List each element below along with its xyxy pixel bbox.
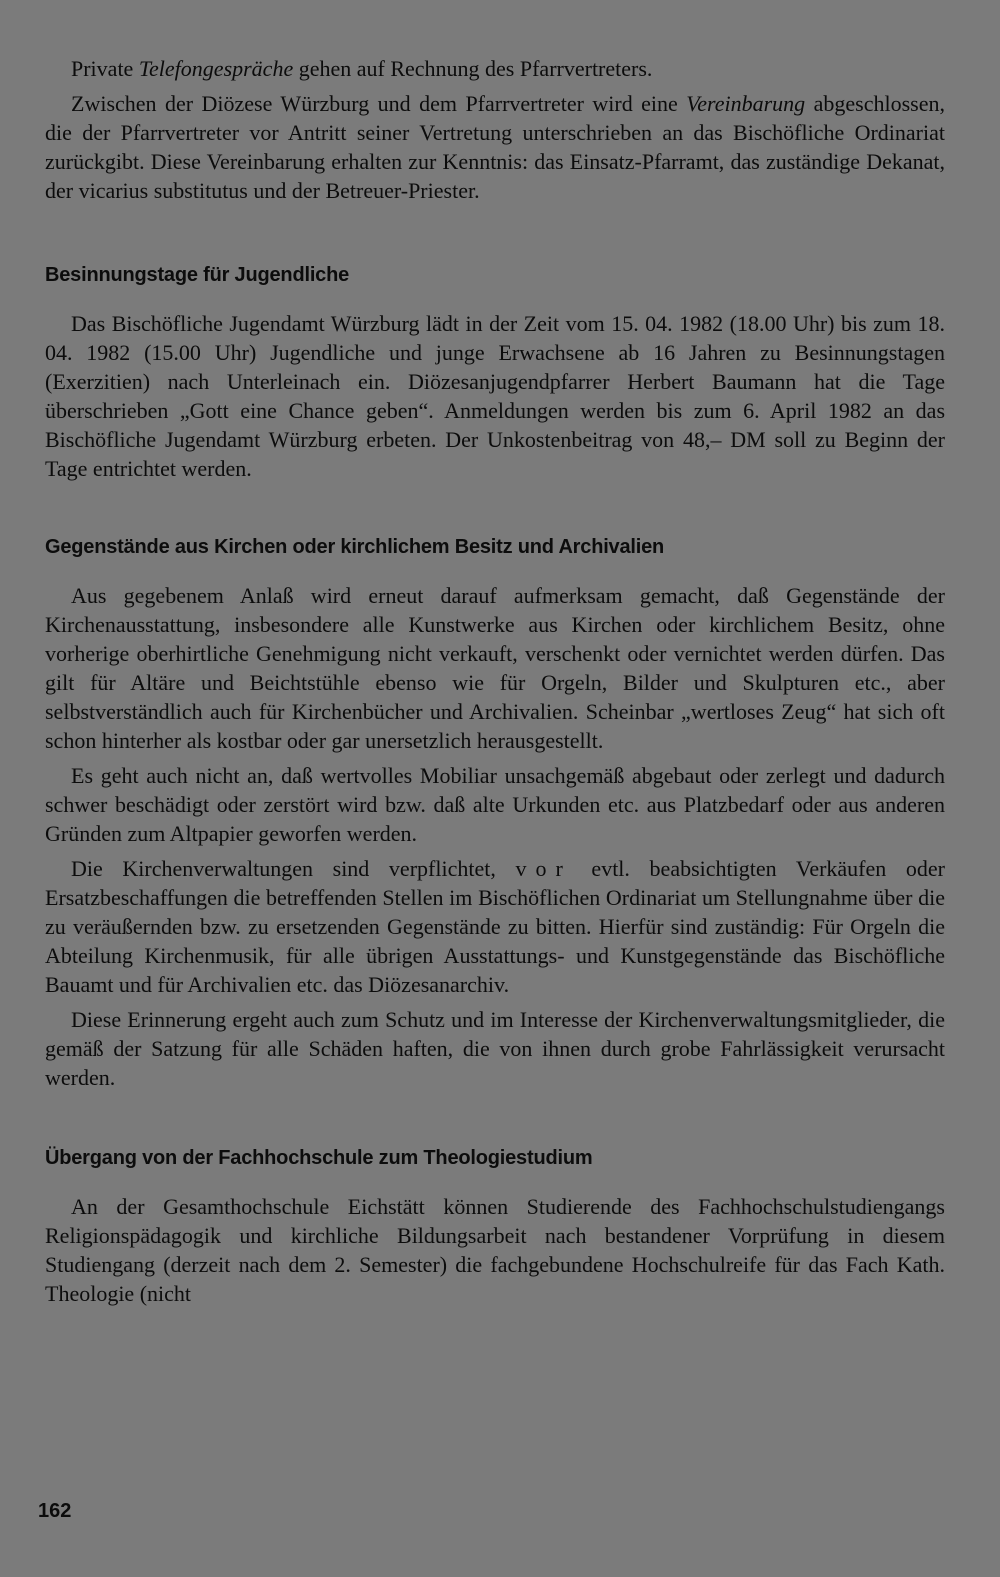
paragraph-gegenstaende-1: Aus gegebenem Anlaß wird erneut darauf aufmerksam gemacht, daß Gegenstände der Kirchenausstattung, insbesondere alle Kunstwerke aus Kirchen oder kirchlichem Besitz, ohne vorherige oberhirtliche Genehmigung nicht verkauft, verschenkt oder vernichtet werden dürfen. Das gilt für Altäre und Beichtstühle ebenso wie für Orgeln, Bilder und Skulpturen etc., aber selbstverständlich auch für Kirchenbücher und Archivalien. Scheinbar „wertloses Zeug“ hat sich oft schon hinterher als kostbar oder gar unersetzlich herausgestellt. (45, 583, 945, 753)
section-heading-uebergang: Übergang von der Fachhochschule zum Theologiestudium (45, 1147, 593, 1169)
section-uebergang (45, 1145, 945, 1308)
paragraph-besinnungstage: Das Bischöfliche Jugendamt Würzburg lädt in der Zeit vom 15. 04. 1982 (18.00 Uhr) bis zum 18. 04. 1982 (15.00 Uhr) Jugendliche und junge Erwachsene ab 16 Jahren zu Besinnungstagen (Exerzitien) nach Unterleinach ein. Diözesanjugendpfarrer Herbert Baumann hat die Tage überschrieben „Gott eine Chance geben“. Anmeldungen werden bis zum 6. April 1982 an das Bischöfliche Jugendamt Würzburg erbeten. Der Unkostenbeitrag von 48,– DM soll zu Beginn der Tage entrichtet werden. (45, 311, 945, 481)
section-heading-besinnungstage: Besinnungstage für Jugendliche (45, 264, 350, 286)
document-page (45, 54, 945, 1308)
paragraph-gegenstaende-3: Die Kirchenverwaltungen sind verpflichtet, vor evtl. beabsichtigten Verkäufen oder Ersatzbeschaffungen die betreffenden Stellen im Bischöflichen Ordinariat um Stellungnahme über die zu veräußernden bzw. zu ersetzenden Gegenstände zu bitten. Hierfür sind zuständig: Für Orgeln die Abteilung Kirchenmusik, für alle übrigen Ausstattungs- und Kunstgegenstände das Bischöfliche Bauamt und für Archivalien etc. das Diözesanarchiv. (45, 856, 945, 997)
section-heading-gegenstaende: Gegenstände aus Kirchen oder kirchlichem Besitz und Archivalien (45, 536, 665, 558)
emphasis-vor: vor (515, 856, 572, 881)
page-number: 162 (38, 1500, 72, 1522)
section-gegenstaende (45, 534, 945, 1092)
paragraph-vereinbarung: Zwischen der Diözese Würzburg und dem Pfarrvertreter wird eine Vereinbarung abgeschlossen, die der Pfarrvertreter vor Antritt seiner Vertretung unterschrieben an das Bischöfliche Ordinariat zurückgibt. Diese Vereinbarung erhalten zur Kenntnis: das Einsatz-Pfarramt, das zuständige Dekanat, der vicarius substitutus und der Betreuer-Priester. (45, 91, 945, 203)
paragraph-uebergang: An der Gesamthochschule Eichstätt können Studierende des Fachhochschulstudiengangs Religionspädagogik und kirchliche Bildungsarbeit nach bestandener Vorprüfung in diesem Studiengang (derzeit nach dem 2. Semester) die fachgebundene Hochschulreife für das Fach Kath. Theologie (nicht (45, 1194, 945, 1306)
paragraph-telefongespraeche: Private Telefongespräche gehen auf Rechnung des Pfarrvertreters. (71, 56, 653, 81)
section-intro (45, 54, 945, 205)
paragraph-gegenstaende-2: Es geht auch nicht an, daß wertvolles Mobiliar unsachgemäß abgebaut oder zerlegt und dadurch schwer beschädigt oder zerstört wird bzw. daß alte Urkunden etc. aus Platzbedarf oder aus anderen Gründen zum Altpapier geworfen werden. (45, 763, 945, 846)
section-besinnungstage (45, 262, 945, 483)
paragraph-gegenstaende-4: Diese Erinnerung ergeht auch zum Schutz und im Interesse der Kirchenverwaltungsmitglieder, die gemäß der Satzung für alle Schäden haften, die von ihnen durch grobe Fahrlässigkeit verursacht werden. (45, 1007, 945, 1090)
